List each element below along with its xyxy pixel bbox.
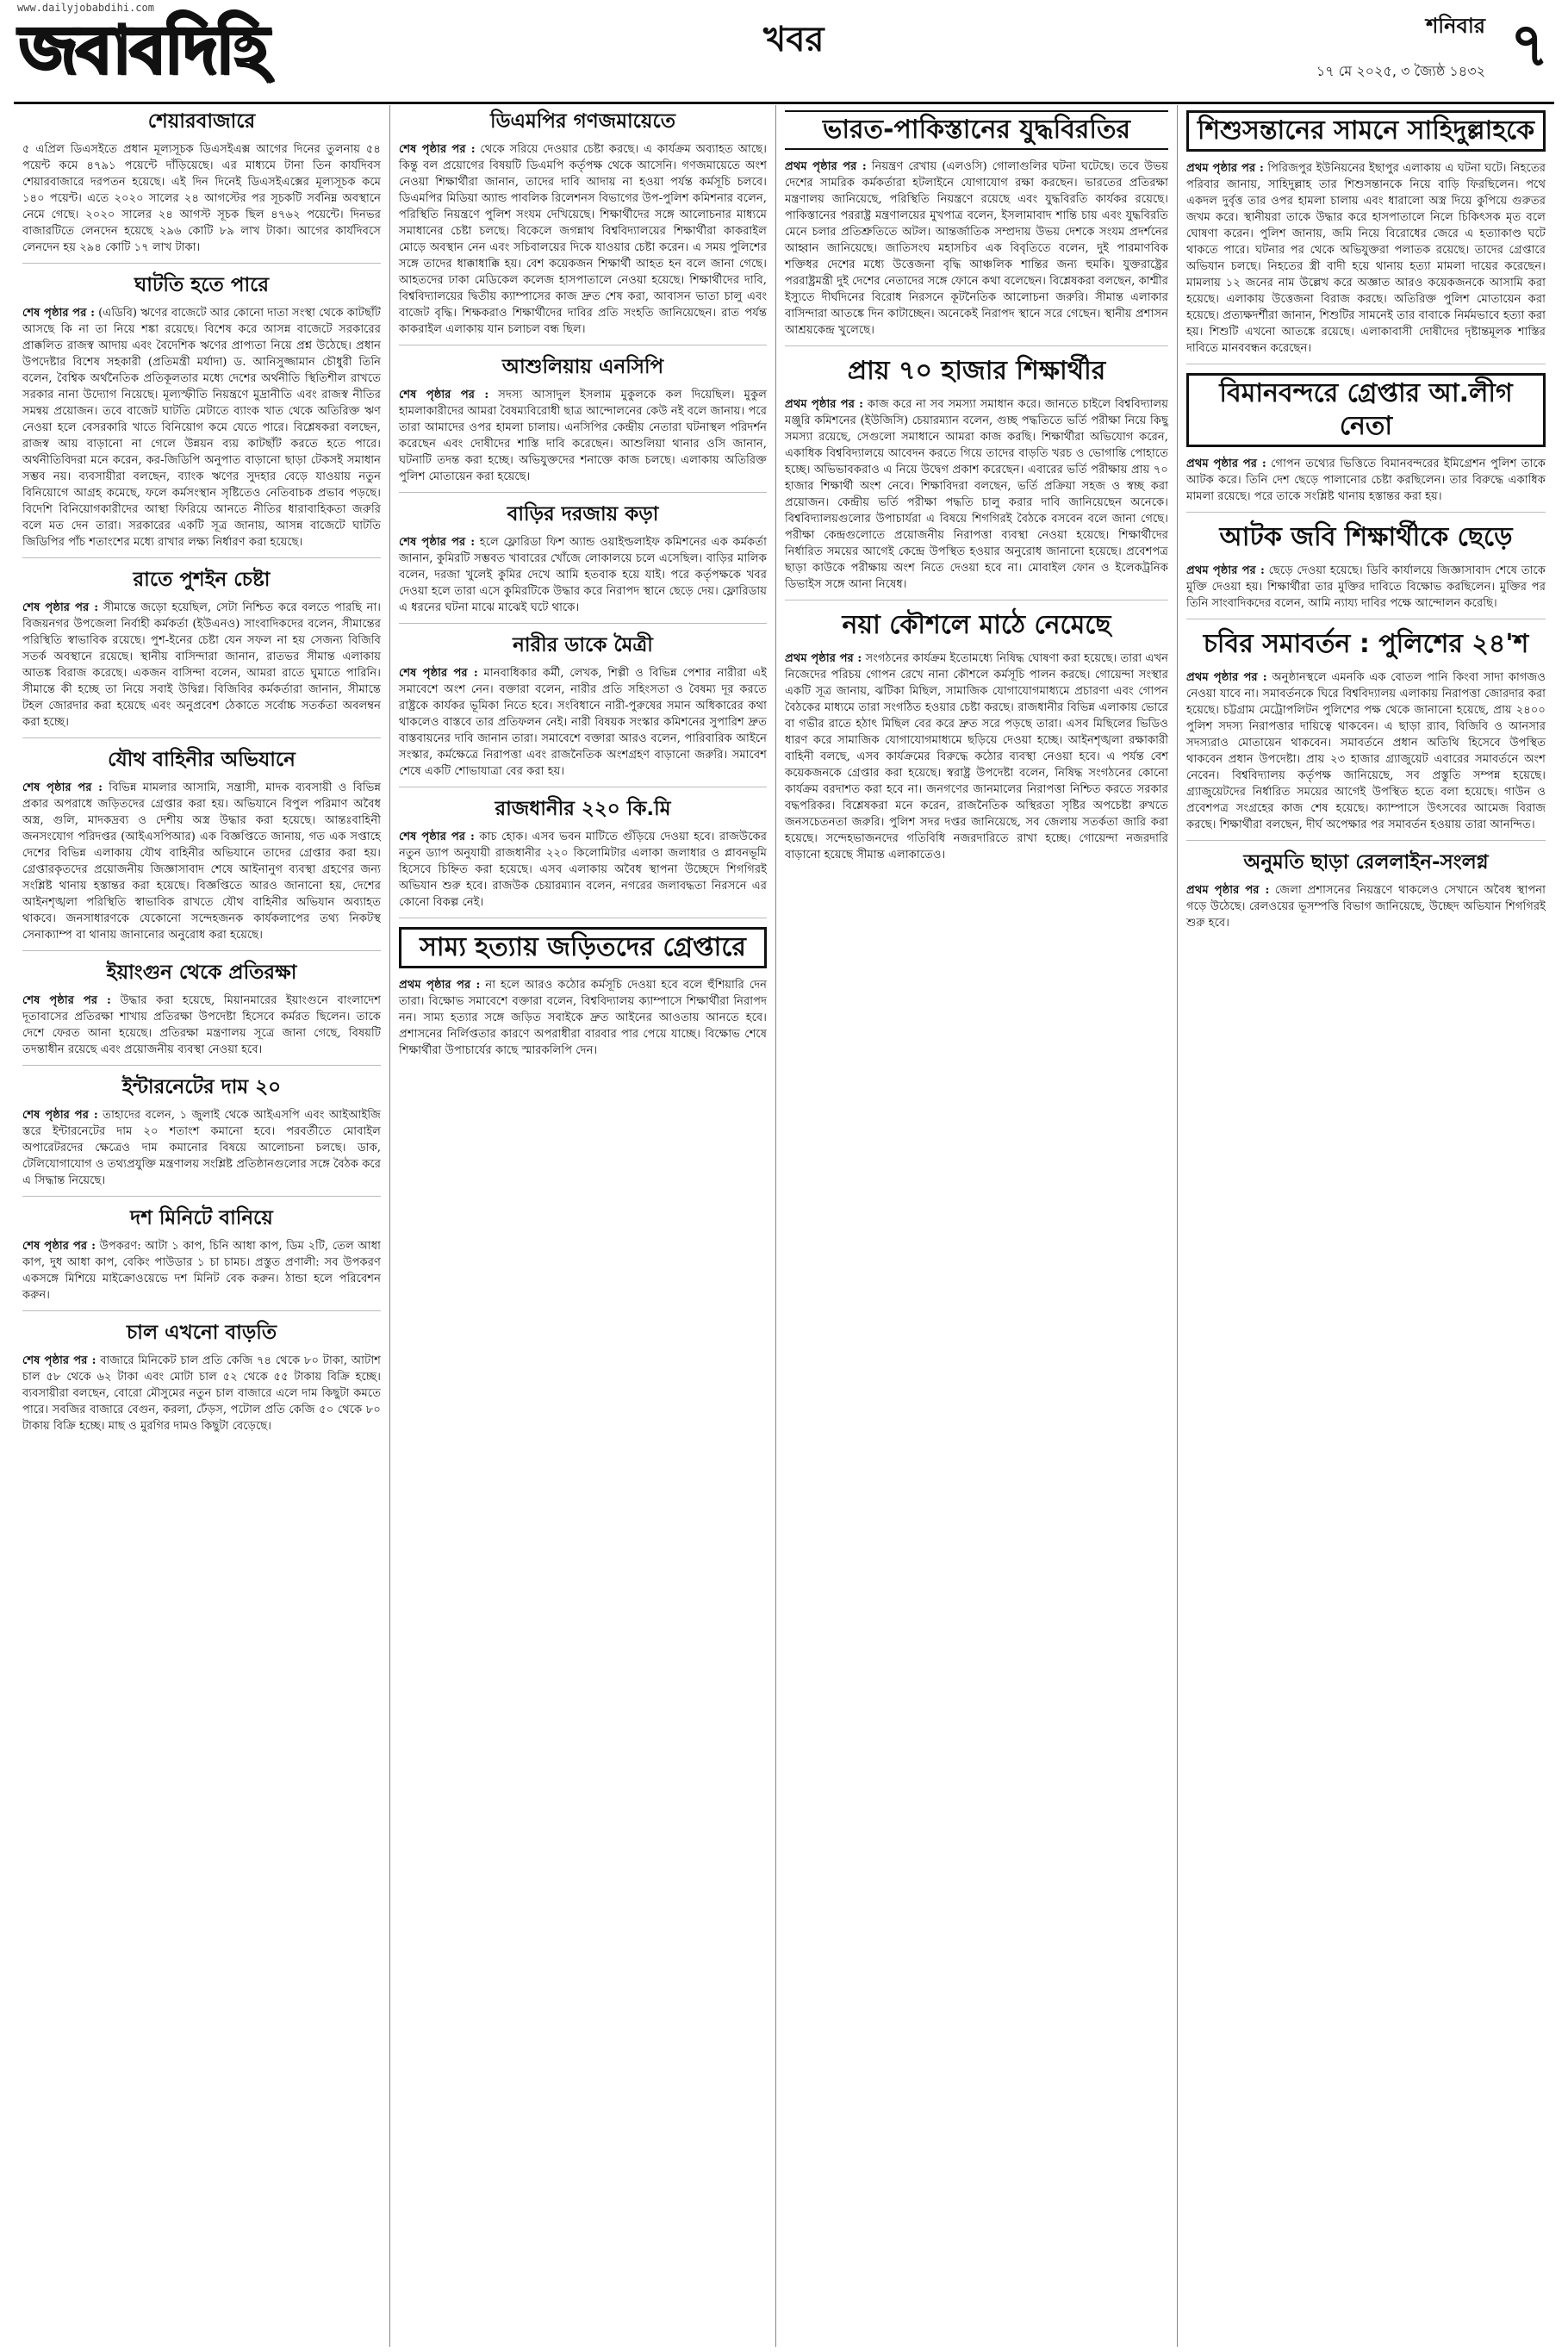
- story-headline[interactable]: ঘাটতি হতে পারে: [134, 274, 270, 296]
- story-body: [22, 1238, 381, 1304]
- story-paragraph: [1186, 882, 1546, 931]
- news-story: [22, 747, 381, 951]
- story-text: কাচ হোক। এসব ভবন মাটিতে গুঁড়িয়ে দেওয়া হবে। রাজউকের নতুন ড্যাপ অনুযায়ী রাজধানীর ২২০ কিলোমিটার এলাকা জলাধার ও প্লাবনভূমি হিসেবে চিহ্নিত করা হয়েছে। এসব এলাকায় অবৈধ স্থাপনা উচ্ছেদে শিগগিরই অভিযান শুরু হবে। রাজউক চেয়ারম্যান বলেন, নগরের জলাবদ্ধতা নিরসনে এর কোনো বিকল্প নেই।: [399, 831, 767, 909]
- news-story: [399, 109, 767, 345]
- story-body: [22, 600, 381, 731]
- news-story: [22, 272, 381, 558]
- story-headline[interactable]: বিমানবন্দরে গ্রেপ্তার আ.লীগ নেতা: [1186, 373, 1546, 447]
- news-columns: [14, 105, 1554, 2347]
- news-story: [22, 960, 381, 1066]
- story-continuation-label: প্রথম পৃষ্ঠার পর :: [785, 398, 864, 411]
- story-text: ৫ এপ্রিল ডিএসইতে প্রধান মূল্যসূচক ডিএসইএক্স আগের দিনের তুলনায় ৫৪ পয়েন্ট কমে ৪৭৯১ পয়েন্টে দাঁড়িয়েছে। এর মাধ্যমে টানা তিন কার্যদিবস শেয়ারবাজারে দরপতন হয়েছে। এই দিন দিনেই ডিএসইএক্সের মূল্যসূচক কমে ১৪০ পয়েন্ট। এতে ২০২০ সালের ২৪ আগস্টের পর সূচকটি সর্বনিম্ন অবস্থানে নেমে গেছে। ২০২০ সালের ২৪ আগস্ট সূচক ছিল ৪৭৬২ পয়েন্টে। দিনভর বাজারটিতে লেনদেন হয়েছে ২৯৬ কোটি ৮৯ লাখ টাকা। আগের কার্যদিবসে লেনদেন হয় ২৯৪ কোটি ১৭ লাখ টাকা।: [22, 143, 381, 254]
- story-body: [785, 396, 1168, 593]
- column-3: [775, 105, 1177, 2347]
- story-continuation-label: শেষ পৃষ্ঠার পর :: [22, 601, 99, 614]
- news-story: [399, 927, 767, 1066]
- story-headline[interactable]: দশ মিনিটে বানিয়ে: [130, 1207, 273, 1229]
- story-text: মানবাধিকার কর্মী, লেখক, শিল্পী ও বিভিন্ন পেশার নারীরা এই সমাবেশে অংশ নেন। বক্তারা বলেন, নারীর প্রতি সহিংসতা ও বৈষম্য দূর করতে রাষ্ট্রকে কার্যকর ভূমিকা নিতে হবে। সংবিধানে নারী-পুরুষের সমান অধিকারের কথা থাকলেও বাস্তবে তার প্রতিফলন নেই। নারী বিষয়ক সংস্কার কমিশনের সুপারিশ দ্রুত বাস্তবায়নের দাবি জানান তারা। সমাবেশে বক্তারা আরও বলেন, পারিবারিক আইনে সংস্কার, কর্মক্ষেত্রে নিরাপত্তা এবং রাজনৈতিক অংশগ্রহণ বাড়ানো জরুরি। সমাবেশ শেষে একটি শোভাযাত্রা বের করা হয়।: [399, 667, 767, 778]
- story-text: সদস্য আসাদুল ইসলাম মুকুলকে কল দিয়েছিল। মুকুল হামলাকারীদের আমরা বৈষম্যবিরোধী ছাত্র আন্দোলনের কেউ নই বলে জানায়। পরে তারা আমাদের ওপর হামলা চালায়। এনসিপির কেন্দ্রীয় নেতারা ঘটনাস্থল পরিদর্শন করেছেন এবং দোষীদের শাস্তি দাবি করেছেন। আশুলিয়া থানার ওসি জানান, ঘটনাটি তদন্ত করা হচ্ছে। অভিযুক্তদের শনাক্তে কাজ চলছে। এলাকায় অতিরিক্ত পুলিশ মোতায়েন করা হয়েছে।: [399, 389, 767, 483]
- story-continuation-label: প্রথম পৃষ্ঠার পর :: [785, 160, 867, 173]
- story-body: [1186, 160, 1546, 357]
- newspaper-logo: জবাবদিহি: [19, 11, 267, 88]
- news-story: [22, 567, 381, 738]
- story-body: [22, 780, 381, 943]
- story-paragraph: [22, 600, 381, 731]
- story-body: [399, 665, 767, 780]
- story-paragraph: [399, 977, 767, 1059]
- story-text: (এডিবি) ঋণের বাজেটে আর কোনো দাতা সংস্থা থেকে কাটছাঁট আসছে কি না তা নিয়ে শঙ্কা রয়েছে। বিশেষ করে আসন্ন বাজেটে সরকারের প্রাক্কলিত রাজস্ব আদায় এবং বৈদেশিক ঋণের প্রাপ্যতা নিয়ে প্রশ্ন উঠেছে। প্রধান উপদেষ্টার বিশেষ সহকারী (প্রতিমন্ত্রী মর্যাদা) ড. আনিসুজ্জামান চৌধুরী তিনি বলেন, বৈশ্বিক অর্থনৈতিক প্রতিকূলতার মধ্যে দেশের অর্থনীতি স্থিতিশীল রাখতে সরকার নানা উদ্যোগ নিয়েছে। মূল্যস্ফীতি নিয়ন্ত্রণে মুদ্রানীতি এবং রাজস্ব নীতির সমন্বয় প্রয়োজন। তবে বাজেট ঘাটতি মেটাতে ব্যাংক খাত থেকে অতিরিক্ত ঋণ নেওয়া হলে বেসরকারি খাতে বিনিয়োগ কমে যেতে পারে। বিশ্লেষকরা বলছেন, রাজস্ব আয় বাড়ানো না গেলে উন্নয়ন ব্যয় কাটছাঁট করতে হতে পারে। অর্থনীতিবিদরা মনে করেন, কর-জিডিপি অনুপাত বাড়ানো ছাড়া টেকসই সমাধান সম্ভব নয়। ব্যবসায়ীরা বলছেন, ব্যাংক ঋণের সুদহার বেড়ে যাওয়ায় নতুন বিনিয়োগে আগ্রহ কমেছে, ফলে কর্মসংস্থান সৃষ্টিতেও নেতিবাচক প্রভাব পড়ছে। বিদেশি বিনিয়োগকারীদের আস্থা ফিরিয়ে আনতে নীতির ধারাবাহিকতা জরুরি বলে মত দেন তারা। সরকারের একটি সূত্র জানায়, আসন্ন বাজেটে ঘাটতি জিডিপির পাঁচ শতাংশের মধ্যে রাখার লক্ষ্য নির্ধারণ করা হয়েছে।: [22, 307, 381, 549]
- story-paragraph: [1186, 669, 1546, 833]
- story-body: [785, 159, 1168, 339]
- story-text: না হলে আরও কঠোর কর্মসূচি দেওয়া হবে বলে হুঁশিয়ারি দেন তারা। বিক্ষোভ সমাবেশে বক্তারা বলেন, বিশ্ববিদ্যালয় ক্যাম্পাসে শিক্ষার্থীরা নিরাপদ নন। সাম্য হত্যার সঙ্গে জড়িত সবাইকে দ্রুত আইনের আওতায় আনতে হবে। প্রশাসনের নির্লিপ্ততার কারণে অপরাধীরা বারবার পার পেয়ে যাচ্ছে। বিক্ষোভ শেষে শিক্ষার্থীরা উপাচার্যের কাছে স্মারকলিপি দেন।: [399, 979, 767, 1057]
- story-paragraph: [785, 396, 1168, 593]
- story-continuation-label: প্রথম পৃষ্ঠার পর :: [399, 979, 481, 992]
- story-text: বাজারে মিনিকেট চাল প্রতি কেজি ৭৪ থেকে ৮০ টাকা, আটাশ চাল ৫৮ থেকে ৬২ টাকা এবং মোটা চাল ৫২ থেকে ৫৫ টাকায় বিক্রি হচ্ছে। ব্যবসায়ীরা বলছেন, বোরো মৌসুমের নতুন চাল বাজারে এলে দাম কিছুটা কমতে পারে। সবজির বাজারে বেগুন, করলা, ঢেঁড়স, পটোল প্রতি কেজি ৫০ থেকে ৮০ টাকায় বিক্রি হচ্ছে। মাছ ও মুরগির দামও কিছুটা বেড়েছে।: [22, 1354, 381, 1433]
- story-body: [399, 534, 767, 616]
- story-body: [399, 829, 767, 911]
- date-block: [1316, 10, 1485, 84]
- story-paragraph: [22, 992, 381, 1058]
- story-text: অনুষ্ঠানস্থলে এমনকি এক বোতল পানি কিংবা সাদা কাগজও নেওয়া যাবে না। সমাবর্তনকে ঘিরে বিশ্ববিদ্যালয় এলাকায় নিরাপত্তা জোরদার করা হয়েছে। চট্টগ্রাম মেট্রোপলিটন পুলিশের পক্ষ থেকে জানানো হয়েছে, প্রায় ২৪০০ পুলিশ সদস্য নিরাপত্তার দায়িত্বে থাকবেন। এ ছাড়া র‌্যাব, বিজিবি ও আনসার সদস্যরাও মোতায়েন থাকবেন। সমাবর্তনে প্রধান অতিথি হিসেবে উপস্থিত থাকবেন প্রধান উপদেষ্টা। প্রায় ২৩ হাজার গ্র্যাজুয়েট এবারের সমাবর্তনে অংশ নেবেন। বিশ্ববিদ্যালয় কর্তৃপক্ষ জানিয়েছে, সব প্রস্তুতি সম্পন্ন হয়েছে। গ্র্যাজুয়েটদের নির্ধারিত সময়ের আগেই উপস্থিত হতে বলা হয়েছে। গাউন ও প্রবেশপত্র সংগ্রহের কাজ শেষ হয়েছে। ক্যাম্পাসে উৎসবের আমেজ বিরাজ করছে। শিক্ষার্থীরা বলছেন, দীর্ঘ অপেক্ষার পর সমাবর্তন হওয়ায় তারা আনন্দিত।: [1186, 671, 1546, 831]
- story-continuation-label: প্রথম পৃষ্ঠার পর :: [785, 652, 862, 665]
- story-text: সীমান্তে জড়ো হয়েছিল, সেটা নিশ্চিত করে বলতে পারছি না। বিজয়নগর উপজেলা নির্বাহী কর্মকর্তা (ইউএনও) সাংবাদিকদের বলেন, সীমান্তের পরিস্থিতি স্বাভাবিক রয়েছে। পুশ-ইনের চেষ্টা যেন সফল না হয় সেজন্য বিজিবি সতর্ক অবস্থানে রয়েছে। স্থানীয় বাসিন্দারা জানান, রাতভর সীমান্ত এলাকায় আতঙ্ক বিরাজ করেছে। একজন বাসিন্দা বলেন, আমরা রাতে ঘুমাতে পারিনি। সীমান্তে কী হচ্ছে তা নিয়ে সবাই উদ্বিগ্ন। বিজিবির কর্মকর্তারা জানান, সীমান্তে টহল জোরদার করা হয়েছে এবং অনুপ্রবেশ ঠেকাতে সর্বোচ্চ সতর্কতা অবলম্বন করা হচ্ছে।: [22, 601, 381, 729]
- story-paragraph: [22, 1353, 381, 1434]
- story-headline[interactable]: নারীর ডাকে মৈত্রী: [513, 634, 653, 656]
- story-headline[interactable]: নয়া কৌশলে মাঠে নেমেছে: [842, 610, 1111, 640]
- story-continuation-label: শেষ পৃষ্ঠার পর :: [22, 781, 103, 794]
- story-headline[interactable]: শিশুসন্তানের সামনে সাহিদুল্লাহকে: [1186, 110, 1546, 152]
- story-headline[interactable]: রাজধানীর ২২০ কি.মি: [495, 798, 671, 820]
- story-text: ছেড়ে দেওয়া হয়েছে। ডিবি কার্যালয়ে জিজ্ঞাসাবাদ শেষে তাকে মুক্তি দেওয়া হয়। শিক্ষার্থীরা তার মুক্তির দাবিতে বিক্ষোভ করছিলেন। মুক্তির পর তিনি সাংবাদিকদের বলেন, আমি ন্যায্য দাবির পক্ষে আন্দোলন করেছি।: [1186, 564, 1546, 610]
- news-story: [399, 354, 767, 493]
- column-1: [14, 105, 389, 2347]
- story-continuation-label: শেষ পৃষ্ঠার পর :: [22, 1354, 96, 1367]
- story-paragraph: [399, 534, 767, 616]
- story-paragraph: [785, 159, 1168, 339]
- weekday: শনিবার: [1426, 14, 1485, 38]
- story-paragraph: [399, 829, 767, 911]
- story-continuation-label: শেষ পৃষ্ঠার পর :: [399, 667, 478, 680]
- masthead: [14, 0, 1554, 104]
- story-continuation-label: শেষ পৃষ্ঠার পর :: [399, 143, 476, 156]
- news-story: [785, 355, 1168, 600]
- story-text: নিয়ন্ত্রণ রেখায় (এলওসি) গোলাগুলির ঘটনা ঘটেছে। তবে উভয় দেশের সামরিক কর্মকর্তারা হটলাইনে যোগাযোগ রক্ষা করছেন। ভারতের প্রতিরক্ষা মন্ত্রণালয় জানিয়েছে, পরিস্থিতি নিয়ন্ত্রণে রয়েছে এবং যুদ্ধবিরতি কার্যকর রয়েছে। পাকিস্তানের পররাষ্ট্র মন্ত্রণালয়ের মুখপাত্র বলেন, ইসলামাবাদ শান্তি চায় এবং যুদ্ধবিরতি মেনে চলার প্রতিশ্রুতিতে অটল। আন্তর্জাতিক সম্প্রদায় উভয় দেশকে সংযম প্রদর্শনের আহ্বান জানিয়েছে। জাতিসংঘ মহাসচিব এক বিবৃতিতে বলেন, দুই পারমাণবিক শক্তিধর দেশের মধ্যে উত্তেজনা বৃদ্ধি আঞ্চলিক শান্তির জন্য হুমকি। যুক্তরাষ্ট্রের পররাষ্ট্রমন্ত্রী দুই দেশের নেতাদের সঙ্গে ফোনে কথা বলেছেন। বিশ্লেষকরা বলছেন, কাশ্মীর ইস্যুতে দীর্ঘদিনের বিরোধ নিরসনে কূটনৈতিক আলোচনা জরুরি। সীমান্ত এলাকার বাসিন্দারা আতঙ্কে দিন কাটাচ্ছেন। অনেকেই নিরাপদ স্থানে সরে গেছেন। স্থানীয় প্রশাসন আশ্রয়কেন্দ্র খুলেছে।: [785, 160, 1168, 337]
- story-headline[interactable]: চাল এখনো বাড়তি: [126, 1322, 277, 1344]
- story-body: [399, 141, 767, 338]
- story-body: [1186, 563, 1546, 612]
- story-body: [22, 305, 381, 551]
- news-story: [399, 796, 767, 918]
- story-body: [1186, 882, 1546, 931]
- story-headline[interactable]: ইয়াংগুন থেকে প্রতিরক্ষা: [106, 961, 297, 984]
- story-text: বিভিন্ন মামলার আসামি, সন্ত্রাসী, মাদক ব্যবসায়ী ও বিভিন্ন প্রকার অপরাধে জড়িতদের গ্রেপ্তার করা হয়। অভিযানে বিপুল পরিমাণ অবৈধ অস্ত্র, গুলি, মাদকদ্রব্য ও দেশীয় অস্ত্র উদ্ধার করা হয়েছে। আন্তঃবাহিনী জনসংযোগ পরিদপ্তর (আইএসপিআর) এক বিজ্ঞপ্তিতে জানায়, গত এক সপ্তাহে দেশের বিভিন্ন এলাকায় যৌথ বাহিনীর অভিযানে তাদের গ্রেপ্তার করা হয়। গ্রেপ্তারকৃতদের প্রয়োজনীয় জিজ্ঞাসাবাদ শেষে আইনানুগ ব্যবস্থা গ্রহণের জন্য সংশ্লিষ্ট থানায় হস্তান্তর করা হয়েছে। বিজ্ঞপ্তিতে আরও জানানো হয়, দেশের আইনশৃঙ্খলা পরিস্থিতি স্বাভাবিক রাখতে যৌথ বাহিনীর অভিযান অব্যাহত থাকবে। জনসাধারণকে যেকোনো সন্দেহজনক কার্যকলাপের তথ্য নিকটস্থ সেনাক্যাম্প বা থানায় জানানোর অনুরোধ করা হয়েছে।: [22, 781, 381, 942]
- story-headline[interactable]: চবির সমাবর্তন : পুলিশের ২৪'শ: [1203, 629, 1529, 659]
- page-number: ৭: [1509, 9, 1549, 80]
- news-story: [399, 632, 767, 787]
- news-story: [22, 109, 381, 264]
- news-story: [22, 1205, 381, 1311]
- story-body: [22, 1353, 381, 1434]
- story-continuation-label: শেষ পৃষ্ঠার পর :: [22, 994, 111, 1007]
- story-continuation-label: শেষ পৃষ্ঠার পর :: [22, 1109, 98, 1122]
- news-story: [399, 501, 767, 624]
- news-story: [22, 1320, 381, 1441]
- issue-date: ১৭ মে ২০২৫, ৩ জ্যৈষ্ঠ ১৪৩২: [1316, 63, 1485, 79]
- story-body: [399, 387, 767, 485]
- news-story: [1186, 110, 1546, 364]
- story-headline[interactable]: যৌথ বাহিনীর অভিযানে: [108, 749, 296, 771]
- story-continuation-label: শেষ পৃষ্ঠার পর :: [399, 536, 476, 549]
- story-text: কাজ করে না সব সমস্যা সমাধান করে। জানতে চাইলে বিশ্ববিদ্যালয় মঞ্জুরি কমিশনের (ইউজিসি) চেয়ারম্যান বলেন, গুচ্ছ পদ্ধতিতে ভর্তি পরীক্ষা নিয়ে কিছু সমস্যা রয়েছে, সেগুলো সমাধানে আমরা কাজ করছি। শিক্ষার্থীরা অভিযোগ করেন, একাধিক বিশ্ববিদ্যালয়ে আবেদন করতে গিয়ে তাদের বাড়তি খরচ ও ভোগান্তি পোহাতে হচ্ছে। অভিভাবকরাও এ নিয়ে উদ্বেগ প্রকাশ করেছেন। এবারের ভর্তি পরীক্ষায় প্রায় ৭০ হাজার শিক্ষার্থী অংশ নেবে। শিক্ষাবিদরা বলছেন, ভর্তি প্রক্রিয়া সহজ ও স্বচ্ছ করা প্রয়োজন। কেন্দ্রীয় ভর্তি পরীক্ষা পদ্ধতি চালু করার দাবি জানিয়েছেন অনেকে। বিশ্ববিদ্যালয়গুলোর উপাচার্যরা এ বিষয়ে শিগগিরই বৈঠকে বসবেন বলে জানা গেছে। পরীক্ষা কেন্দ্রগুলোতে প্রয়োজনীয় নিরাপত্তা ব্যবস্থা নেওয়া হয়েছে। শিক্ষার্থীদের নির্ধারিত সময়ের আগেই কেন্দ্রে উপস্থিত হওয়ার অনুরোধ জানানো হয়েছে। প্রবেশপত্র ছাড়া কাউকে পরীক্ষায় অংশ নিতে দেওয়া হবে না। মোবাইল ফোন ও ইলেকট্রনিক ডিভাইস সঙ্গে আনা নিষেধ।: [785, 398, 1168, 591]
- story-paragraph: [399, 141, 767, 338]
- story-paragraph: [1186, 563, 1546, 612]
- story-headline[interactable]: সাম্য হত্যায় জড়িতদের গ্রেপ্তারে: [399, 927, 767, 968]
- story-headline[interactable]: ভারত-পাকিস্তানের যুদ্ধবিরতির: [785, 110, 1168, 150]
- column-4: [1177, 105, 1554, 2347]
- story-headline[interactable]: আশুলিয়ায় এনসিপি: [501, 356, 664, 378]
- story-body: [1186, 669, 1546, 833]
- column-2: [389, 105, 775, 2347]
- story-headline[interactable]: ইন্টারনেটের দাম ২০: [121, 1076, 282, 1098]
- story-headline[interactable]: আটক জবি শিক্ষার্থীকে ছেড়ে: [1219, 522, 1513, 552]
- story-body: [22, 992, 381, 1058]
- story-paragraph: [1186, 456, 1546, 505]
- story-text: হলে ফ্লোরিডা ফিশ অ্যান্ড ওয়াইল্ডলাইফ কমিশনের এক কর্মকর্তা জানান, কুমিরটি সম্ভবত খাবারের খোঁজে লোকালয়ে চলে এসেছিল। বাড়ির মালিক বলেন, দরজা খুলেই কুমির দেখে আমি হতবাক হয়ে যাই। পরে কর্তৃপক্ষকে খবর দেওয়া হলে তারা এসে কুমিরটিকে উদ্ধার করে নিরাপদ স্থানে ছেড়ে দেয়। ফ্লোরিডায় এ ধরনের ঘটনা মাঝে মাঝেই ঘটে থাকে।: [399, 536, 767, 614]
- story-paragraph: [1186, 160, 1546, 357]
- story-text: জেলা প্রশাসনের নিয়ন্ত্রণে থাকলেও সেখানে অবৈধ স্থাপনা গড়ে উঠেছে। রেলওয়ের ভূসম্পত্তি বিভাগ জানিয়েছে, উচ্ছেদ অভিযান শিগগিরই শুরু হবে।: [1186, 884, 1546, 930]
- story-text: উদ্ধার করা হয়েছে, মিয়ানমারের ইয়াংগুনে বাংলাদেশ দূতাবাসের প্রতিরক্ষা শাখায় প্রতিরক্ষা উপদেষ্টা হিসেবে কর্মরত ছিলেন। তাকে দেশে ফেরত আনা হয়েছে। প্রতিরক্ষা মন্ত্রণালয় সূত্রে জানা গেছে, বিষয়টি তদন্তাধীন রয়েছে এবং প্রয়োজনীয় ব্যবস্থা নেওয়া হবে।: [22, 994, 381, 1056]
- story-continuation-label: শেষ পৃষ্ঠার পর :: [22, 307, 95, 320]
- story-paragraph: [785, 650, 1168, 863]
- story-body: [22, 1107, 381, 1189]
- story-headline[interactable]: শেয়ারবাজারে: [147, 110, 256, 133]
- story-body: [785, 650, 1168, 863]
- story-headline[interactable]: অনুমতি ছাড়া রেললাইন-সংলগ্ন: [1243, 851, 1489, 874]
- masthead-url[interactable]: www.dailyjobabdihi.com: [17, 2, 154, 14]
- story-paragraph: [22, 1107, 381, 1189]
- story-paragraph: [22, 1238, 381, 1304]
- story-paragraph: [22, 780, 381, 943]
- story-text: সংগঠনের কার্যক্রম ইতোমধ্যে নিষিদ্ধ ঘোষণা করা হয়েছে। তারা এখন নিজেদের পরিচয় গোপন রেখে নানা কৌশলে কর্মসূচি পালন করছে। গোয়েন্দা সংস্থার একটি সূত্র জানায়, ঝটিকা মিছিল, সামাজিক যোগাযোগমাধ্যমে প্রচারণা এবং গোপন বৈঠকের মাধ্যমে তারা সংগঠিত হওয়ার চেষ্টা করছে। রাজধানীর বিভিন্ন এলাকায় ভোরে বা গভীর রাতে হঠাৎ মিছিল বের করে দ্রুত সরে পড়ছে তারা। এসব মিছিলের ভিডিও ধারণ করে সামাজিক যোগাযোগমাধ্যমে ছড়িয়ে দেওয়া হচ্ছে। আইনশৃঙ্খলা রক্ষাকারী বাহিনী বলছে, এসব কার্যক্রমের বিরুদ্ধে কঠোর ব্যবস্থা নেওয়া হবে। এ পর্যন্ত বেশ কয়েকজনকে গ্রেপ্তার করা হয়েছে। স্বরাষ্ট্র উপদেষ্টা বলেন, নিষিদ্ধ সংগঠনের কোনো কার্যক্রম বরদাশত করা হবে না। জনগণের জানমালের নিরাপত্তা নিশ্চিত করতে সরকার বদ্ধপরিকর। বিশ্লেষকরা মনে করেন, রাজনৈতিক অস্থিরতা সৃষ্টির অপচেষ্টা রুখতে জনসচেতনতা জরুরি। পুলিশ সদর দপ্তর জানিয়েছে, সব জেলায় সতর্কতা জারি করা হয়েছে। সন্দেহভাজনদের গতিবিধি নজরদারিতে রাখা হচ্ছে। গোয়েন্দা নজরদারি বাড়ানো হয়েছে সীমান্ত এলাকাতেও।: [785, 652, 1168, 862]
- news-story: [22, 1074, 381, 1197]
- story-text: গোপন তথ্যের ভিত্তিতে বিমানবন্দরের ইমিগ্রেশন পুলিশ তাকে আটক করে। তিনি দেশ ছেড়ে পালানোর চেষ্টা করছিলেন। তার বিরুদ্ধে একাধিক মামলা রয়েছে। পরে তাকে সংশ্লিষ্ট থানায় হস্তান্তর করা হয়।: [1186, 457, 1546, 503]
- story-continuation-label: প্রথম পৃষ্ঠার পর :: [1186, 671, 1267, 684]
- story-continuation-label: প্রথম পৃষ্ঠার পর :: [1186, 564, 1265, 577]
- story-continuation-label: শেষ পৃষ্ঠার পর :: [399, 831, 475, 843]
- news-story: [1186, 628, 1546, 841]
- story-continuation-label: শেষ পৃষ্ঠার পর :: [399, 389, 489, 401]
- story-paragraph: [399, 387, 767, 485]
- story-text: পিরিজপুর ইউনিয়নের ইছাপুর এলাকায় এ ঘটনা ঘটে। নিহতের পরিবার জানায়, সাহিদুল্লাহ তার শিশুসন্তানকে নিয়ে বাড়ি ফিরছিলেন। পথে একদল দুর্বৃত্ত তার ওপর হামলা চালায় এবং ধারালো অস্ত্র দিয়ে কুপিয়ে গুরুতর জখম করে। স্থানীয়রা তাকে উদ্ধার করে হাসপাতালে নিলে চিকিৎসক মৃত বলে ঘোষণা করেন। পুলিশ জানায়, জমি নিয়ে বিরোধের জেরে এ হত্যাকাণ্ড ঘটে থাকতে পারে। ঘটনার পর থেকে অভিযুক্তরা পলাতক রয়েছে। তাদের গ্রেপ্তারে অভিযান চলছে। নিহতের স্ত্রী বাদী হয়ে থানায় হত্যা মামলা দায়ের করেছেন। মামলায় ১২ জনের নাম উল্লেখ করে অজ্ঞাত আরও কয়েকজনকে আসামি করা হয়েছে। এলাকায় উত্তেজনা বিরাজ করছে। অতিরিক্ত পুলিশ মোতায়েন করা হয়েছে। প্রত্যক্ষদর্শীরা জানান, শিশুটির সামনেই তার বাবাকে নির্মমভাবে হত্যা করা হয়। শিশুটি এখনো আতঙ্কে রয়েছে। এলাকাবাসী দোষীদের দৃষ্টান্তমূলক শাস্তির দাবিতে মানববন্ধন করেছেন।: [1186, 162, 1546, 355]
- story-text: তাহাদের বলেন, ১ জুলাই থেকে আইএসপি এবং আইআইজি স্তরে ইন্টারনেটের দাম ২০ শতাংশ কমানো হবে। পরবর্তীতে মোবাইল অপারেটরদের ক্ষেত্রেও দাম কমানোর বিষয়ে আলোচনা চলছে। ডাক, টেলিযোগাযোগ ও তথ্যপ্রযুক্তি মন্ত্রণালয় সংশ্লিষ্ট প্রতিষ্ঠানগুলোর সঙ্গে বৈঠক করে এ সিদ্ধান্ত নিয়েছে।: [22, 1109, 381, 1187]
- news-story: [1186, 521, 1546, 619]
- story-paragraph: [22, 141, 381, 256]
- story-body: [1186, 456, 1546, 505]
- section-title: খবর: [763, 20, 824, 59]
- story-body: [399, 977, 767, 1059]
- news-story: [1186, 849, 1546, 938]
- story-paragraph: [399, 665, 767, 780]
- story-headline[interactable]: ডিএমপির গণজমায়েতে: [490, 110, 675, 133]
- news-story: [1186, 373, 1546, 513]
- story-text: থেকে সরিয়ে দেওয়ার চেষ্টা করছে। এ কার্যক্রম অব্যাহত আছে। কিন্তু বল প্রয়োগের বিষয়টি ডিএমপি কর্তৃপক্ষ থেকে আসেনি। গণজমায়েতে অংশ নেওয়া শিক্ষার্থীরা জানান, তাদের দাবি আদায় না হওয়া পর্যন্ত কর্মসূচি চলবে। ডিএমপির মিডিয়া অ্যান্ড পাবলিক রিলেশনস বিভাগের উপ-পুলিশ কমিশনার বলেন, পরিস্থিতি নিয়ন্ত্রণে পুলিশ সংযম দেখিয়েছে। শিক্ষার্থীদের সঙ্গে আলোচনার মাধ্যমে সমাধানের চেষ্টা চলছে। বিকেলে জগন্নাথ বিশ্ববিদ্যালয়ের শিক্ষার্থীরা কাকরাইল মোড়ে অবস্থান নেন এবং সচিবালয়ের দিকে যাওয়ার চেষ্টা করেন। এ সময় পুলিশের সঙ্গে তাদের ধাক্কাধাক্কি হয়। বেশ কয়েকজন শিক্ষার্থী আহত হন বলে জানা গেছে। আহতদের ঢাকা মেডিকেল কলেজ হাসপাতালে নেওয়া হয়েছে। শিক্ষার্থীদের দাবি, বিশ্ববিদ্যালয়ের দ্বিতীয় ক্যাম্পাসের কাজ দ্রুত শেষ করা, আবাসন ভাতা চালু এবং বাজেট বৃদ্ধি। শিক্ষকরাও শিক্ষার্থীদের দাবির প্রতি সংহতি জানিয়েছেন। রাত পর্যন্ত কাকরাইল এলাকায় যান চলাচল বন্ধ ছিল।: [399, 143, 767, 336]
- story-text: উপকরণ: আটা ১ কাপ, চিনি আধা কাপ, ডিম ২টি, তেল আধা কাপ, দুধ আধা কাপ, বেকিং পাউডার ১ চা চামচ। প্রস্তুত প্রণালী: সব উপকরণ একসঙ্গে মিশিয়ে মাইক্রোওয়েভে দশ মিনিট বেক করুন। ঠান্ডা হলে পরিবেশন করুন।: [22, 1240, 381, 1302]
- story-paragraph: [22, 305, 381, 551]
- story-headline[interactable]: প্রায় ৭০ হাজার শিক্ষার্থীর: [847, 356, 1106, 386]
- story-headline[interactable]: রাতে পুশইন চেষ্টা: [133, 569, 271, 591]
- story-continuation-label: প্রথম পৃষ্ঠার পর :: [1186, 457, 1266, 470]
- story-continuation-label: প্রথম পৃষ্ঠার পর :: [1186, 884, 1270, 897]
- story-continuation-label: প্রথম পৃষ্ঠার পর :: [1186, 162, 1264, 175]
- story-headline[interactable]: বাড়ির দরজায় কড়া: [507, 503, 659, 526]
- news-story: [785, 110, 1168, 346]
- story-continuation-label: শেষ পৃষ্ঠার পর :: [22, 1240, 96, 1253]
- story-body: [22, 141, 381, 256]
- news-story: [785, 609, 1168, 870]
